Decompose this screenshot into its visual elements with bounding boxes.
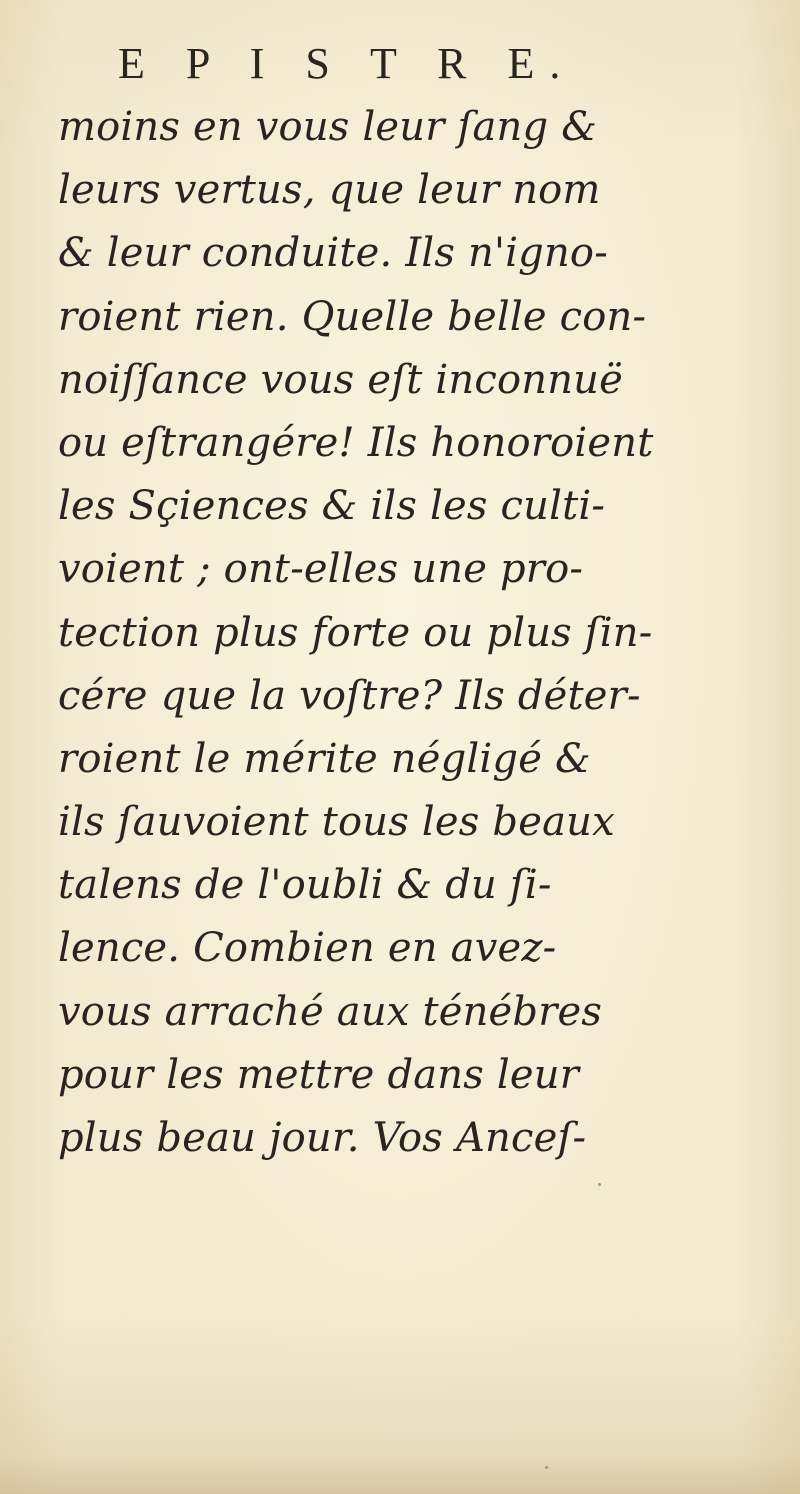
text-line: roient le mérite négligé & [58,735,591,782]
text-line: lence. Combien en avez- [58,925,557,972]
text-line: vous arraché aux ténébres [58,988,603,1035]
body-text [58,96,654,1170]
text-line: talens de l'oubli & du ſi- [58,862,552,909]
text-line: leurs vertus, que leur nom [58,167,601,214]
text-line: pour les mettre dans leur [58,1051,580,1098]
text-line: plus beau jour. Vos Anceſ- [58,1115,587,1161]
running-head: E P I S T R E. [118,39,576,88]
text-line: noiſſance vous eſt inconnuë [58,356,623,403]
text-line: les Sçiences & ils les culti- [58,483,606,530]
text-line: voient ; ont-elles une pro- [58,546,584,593]
text-line: & leur conduite. Ils n'igno- [58,230,608,277]
paper-edge-stain [0,1454,800,1494]
text-line: cére que la voſtre? Ils déter- [58,672,641,719]
text-line: moins en vous leur ſang & [58,104,598,150]
text-line: roient rien. Quelle belle con- [58,293,647,340]
text-line: ou eſtrangére! Ils honoroient [58,419,654,466]
text-line: tection plus forte ou plus ſin- [58,609,653,656]
text-line: ils ſauvoient tous les beaux [58,799,615,846]
paper-speck [598,1183,601,1186]
